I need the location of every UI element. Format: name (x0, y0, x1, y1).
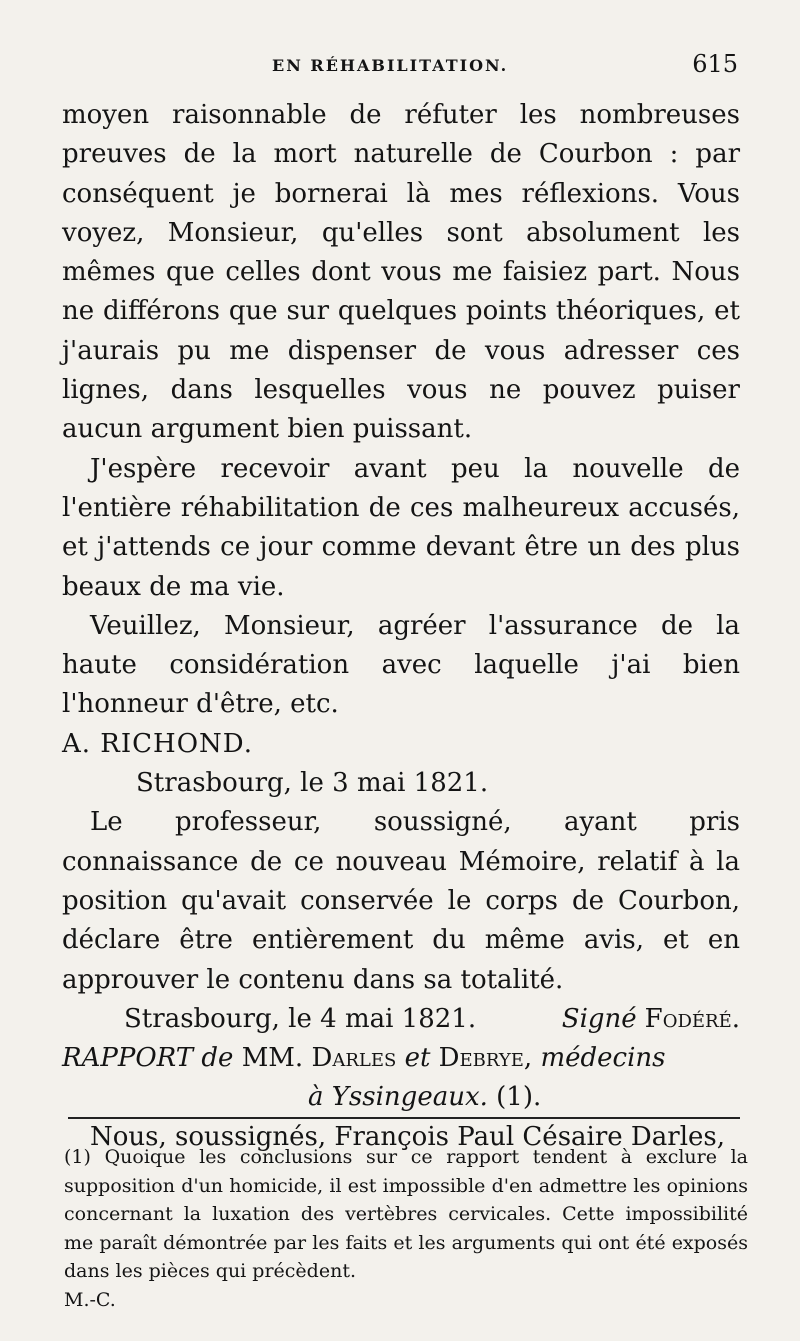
footnote-rule (68, 1117, 740, 1119)
report-et: et (404, 1043, 431, 1074)
footnote-marker: (1) (64, 1146, 91, 1168)
report-heading (62, 1039, 740, 1078)
place-date-2: Strasbourg, le 4 mai 1821. (124, 1003, 477, 1034)
footnote-initials: M.-C. (64, 1288, 116, 1311)
paragraph-professor: Le professeur, soussigné, ayant pris connaissance de ce nouveau Mémoire, relatif à la position qu'avait conservée le corps de Courbon, déclare être entièrement du même avis, et en approuver le contenu dans sa totalité. (62, 807, 740, 995)
paragraph-report-start: Nous, soussignés, François Paul Césaire Darles, (90, 1121, 726, 1152)
footnote-paragraph (64, 1143, 748, 1286)
signed-label: Signé (561, 1003, 637, 1034)
report-name1: Darles (311, 1043, 397, 1074)
signed-fodere (562, 1000, 740, 1039)
footnote (64, 1143, 748, 1315)
page-header (60, 50, 738, 80)
footnote-text: Quoique les conclusions sur ce rapport tendent à exclure la supposition d'un homicide, il est impossible d'en admettre les opinions concernant la luxation des vertèbres cervicales. Cette impossibilité me paraît démontrée par les faits et les arguments qui ont été exposés dans les pièces qui précèdent. (64, 1146, 749, 1283)
place-date-1: Strasbourg, le 3 mai 1821. (136, 768, 489, 799)
signed-name: Fodéré. (644, 1003, 740, 1034)
report-sep: , (523, 1043, 533, 1074)
report-heading-line2 (62, 1078, 740, 1117)
report-role: médecins (540, 1043, 666, 1074)
paragraph-closing: Veuillez, Monsieur, agréer l'assurance de la haute considération avec laquelle j'ai bien l'honneur d'être, etc. (62, 610, 740, 720)
report-name2: Debrye (438, 1043, 524, 1074)
report-rapport: RAPPORT (62, 1043, 194, 1074)
report-de: de (201, 1043, 234, 1074)
report-note-ref: (1). (496, 1082, 542, 1113)
page-number: 615 (692, 50, 738, 78)
paragraph-hope: J'espère recevoir avant peu la nouvelle de l'entière réhabilitation de ces malheureux accusés, et j'attends ce jour comme devant être un des plus beaux de ma vie. (62, 453, 740, 602)
running-head: EN RÉHABILITATION. (272, 56, 509, 75)
place-date-signed (62, 1000, 740, 1039)
footnote-initials-line (64, 1286, 748, 1315)
report-place: à Yssingeaux. (308, 1082, 488, 1113)
main-text (62, 96, 740, 1157)
report-mm: MM. (241, 1043, 304, 1074)
signature-richond: A. RICHOND. (62, 728, 253, 759)
paragraph-continuation: moyen raisonnable de réfuter les nombreuses preuves de la mort naturelle de Courbon : par conséquent je bornerai là mes réflexions. Vous voyez, Monsieur, qu'elles sont absolument les mêmes que celles dont vous me faisiez part. Nous ne différons que sur quelques points théoriques, et j'aurais pu me dispenser de vous adresser ces lignes, dans lesquelles vous ne pouvez puiser aucun argument bien puissant. (62, 100, 740, 445)
